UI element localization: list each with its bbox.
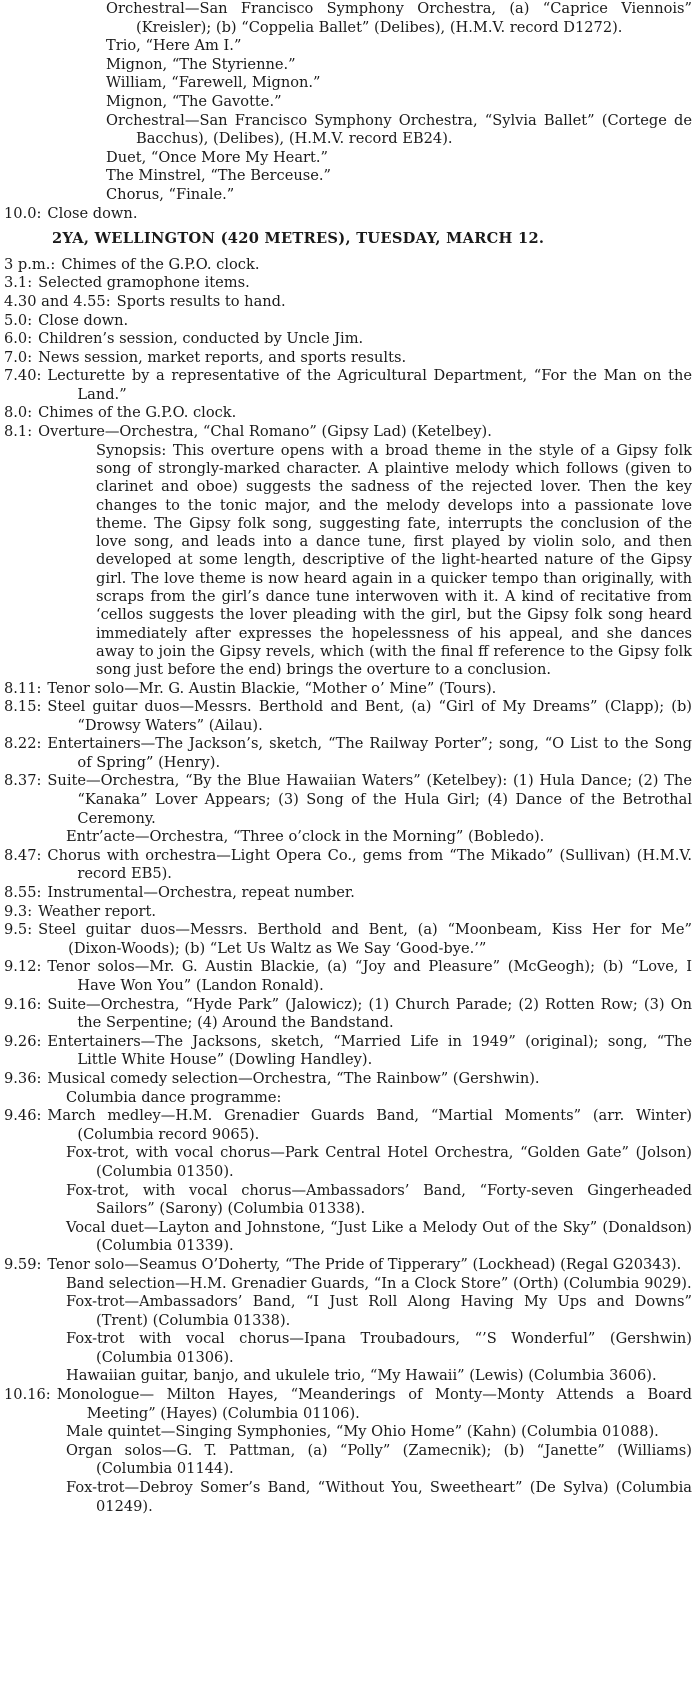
entry-text: Instrumental—Orchestra, repeat number. (47, 884, 355, 902)
entry-time: 8.0: (4, 404, 33, 422)
schedule-entry (4, 367, 692, 404)
schedule-entry (4, 330, 692, 349)
entry-time: 8.47: (4, 846, 42, 864)
schedule-entry (4, 698, 692, 735)
entry-time: 10.16: (4, 1386, 51, 1404)
sub-entry: Vocal duet—Layton and Johnstone, “Just Like a Melody Out of the Sky” (Donaldson) (Columbia 01339). (66, 1218, 692, 1255)
entry-time: 9.12: (4, 958, 42, 976)
schedule-entry (4, 847, 692, 884)
entry-text: Monologue— Milton Hayes, “Meanderings of Monty—Monty Attends a Board Meeting” (Hayes) (Columbia 01106). (56, 1386, 692, 1422)
entry-text: Suite—Orchestra, “Hyde Park” (Jalowicz); (1) Church Parade; (2) Rotten Row; (3) On the Serpentine; (4) Around the Bandstand. (47, 995, 692, 1032)
sub-entry: Band selection—H.M. Grenadier Guards, “In a Clock Store” (Orth) (Columbia 9029). (66, 1274, 692, 1292)
schedule-entry (4, 423, 692, 442)
sub-entry: Fox-trot, with vocal chorus—Park Central Hotel Orchestra, “Golden Gate” (Jolson) (Columbia 01350). (66, 1144, 692, 1180)
programme-line: Mignon, “The Gavotte.” (106, 92, 282, 110)
entry-time: 9.5: (4, 921, 33, 939)
entry-text: Entertainers—The Jacksons, sketch, “Married Life in 1949” (original); song, “The Little White House” (Dowling Handley). (47, 1032, 692, 1069)
schedule-entry (4, 312, 692, 331)
sub-entry: Entr’acte—Orchestra, “Three o’clock in the Morning” (Bobledo). (66, 828, 545, 846)
entry-time: 3.1: (4, 274, 33, 292)
entry-text: Chimes of the G.P.O. clock. (61, 255, 260, 273)
overture-synopsis: Synopsis: This overture opens with a broad theme in the style of a Gipsy folk song of strongly-marked character. A plaintive melody which follows (given to clarinet and oboe) suggests the sadness of the rejected lover. Then the key changes to the tonic major, and the melody develops into a passionate love theme. The Gipsy folk song, suggesting fate, interrupts the conclusion of the love song, and leads into a dance tune, first played by violin solo, and then developed at some length, descriptive of the light-hearted nature of the Gipsy girl. The love theme is now heard again in a quicker tempo than originally, with scraps from the girl’s dance tune interwoven with it. A kind of recitative from ‘cellos suggests the lover pleading with the girl, but the Gipsy folk song heard immediately after expresses the hopelessness of his appeal, and she dances away to join the Gipsy revels, which (with the final ff reference to the Gipsy folk song just before the end) brings the overture to a conclusion. (96, 441, 692, 679)
entry-text: Tenor solo—Mr. G. Austin Blackie, “Mother o’ Mine” (Tours). (47, 679, 497, 697)
programme-line: Orchestral—San Francisco Symphony Orchestra, “Sylvia Ballet” (Cortege de Bacchus), (Delibes), (H.M.V. record EB24). (106, 111, 692, 148)
schedule-entry (4, 256, 692, 275)
top-section (4, 0, 692, 223)
entry-time: 3 p.m.: (4, 255, 56, 273)
entry-text: Selected gramophone items. (38, 274, 250, 292)
entry-time: 7.0: (4, 348, 33, 366)
entry-text: Musical comedy selection—Orchestra, “The Rainbow” (Gershwin). (47, 1069, 540, 1087)
schedule-entry (4, 903, 692, 922)
entry-time: 8.15: (4, 698, 42, 716)
entry-text: Tenor solos—Mr. G. Austin Blackie, (a) “Joy and Pleasure” (McGeogh); (b) “Love, I Have Won You” (Landon Ronald). (47, 958, 692, 995)
sub-entry: Male quintet—Singing Symphonies, “My Ohio Home” (Kahn) (Columbia 01088). (66, 1423, 659, 1441)
schedule-entry (4, 293, 692, 312)
entry-time: 10.0: (4, 204, 42, 222)
entry-time: 9.16: (4, 995, 42, 1013)
schedule-continued (4, 680, 692, 1517)
schedule-entry (4, 735, 692, 772)
entry-time: 9.46: (4, 1107, 42, 1125)
schedule-entry (4, 1070, 692, 1089)
entry-text: Entertainers—The Jackson’s, sketch, “The Railway Porter”; song, “O List to the Song of Spring” (Henry). (47, 735, 692, 771)
entry-time: 5.0: (4, 311, 33, 329)
entry-text: March medley—H.M. Grenadier Guards Band, “Martial Moments” (arr. Winter) (Columbia record 9065). (47, 1107, 692, 1143)
programme-line: Duet, “Once More My Heart.” (106, 148, 328, 166)
sub-entry: Fox-trot—Debroy Somer’s Band, “Without You, Sweetheart” (De Sylva) (Columbia 01249). (66, 1479, 692, 1515)
schedule-entry (4, 1107, 692, 1144)
entry-text: Overture—Orchestra, “Chal Romano” (Gipsy Lad) (Ketelbey). (38, 423, 492, 441)
entry-text: Tenor solo—Seamus O’Doherty, “The Pride of Tipperary” (Lockhead) (Regal G20343). (47, 1255, 682, 1273)
entry-text: Chimes of the G.P.O. clock. (38, 404, 237, 422)
entry-text: Lecturette by a representative of the Agricultural Department, “For the Man on the Land.” (47, 367, 692, 403)
schedule (4, 256, 692, 442)
entry-time: 8.22: (4, 735, 42, 753)
schedule-entry (4, 1386, 692, 1423)
programme-line: Orchestral—San Francisco Symphony Orchestra, (a) “Caprice Viennois” (Kreisler); (b) “Coppelia Ballet” (Delibes), (H.M.V. record D1272). (106, 0, 692, 36)
programme-line: Chorus, “Finale.” (106, 185, 235, 203)
schedule-entry (4, 1033, 692, 1070)
schedule-entry (4, 349, 692, 368)
schedule-entry (4, 996, 692, 1033)
schedule-entry (4, 958, 692, 995)
programme-line: Mignon, “The Styrienne.” (106, 55, 296, 73)
station-heading: 2YA, WELLINGTON (420 METRES), TUESDAY, MARCH 12. (52, 230, 545, 248)
entry-text: Sports results to hand. (116, 292, 286, 310)
sub-entry: Organ solos—G. T. Pattman, (a) “Polly” (Zamecnik); (b) “Janette” (Williams) (Columbia 01144). (66, 1441, 692, 1478)
programme-line: Trio, “Here Am I.” (106, 37, 242, 55)
schedule-entry (4, 274, 692, 293)
entry-time: 8.55: (4, 884, 42, 902)
entry-time: 8.1: (4, 423, 33, 441)
schedule-entry (4, 1256, 692, 1275)
programme-line: William, “Farewell, Mignon.” (106, 74, 321, 92)
schedule-entry (4, 404, 692, 423)
schedule-entry (4, 921, 692, 958)
entry-time: 9.26: (4, 1032, 42, 1050)
entry-time: 6.0: (4, 330, 33, 348)
sub-entry: Columbia dance programme: (66, 1088, 282, 1106)
entry-time: 7.40: (4, 367, 42, 385)
entry-text: News session, market reports, and sports results. (38, 348, 407, 366)
entry-text: Chorus with orchestra—Light Opera Co., gems from “The Mikado” (Sullivan) (H.M.V. record EB5). (47, 846, 692, 883)
schedule-entry (4, 680, 692, 699)
close-down-entry (4, 205, 692, 224)
entry-text: Close down. (38, 311, 129, 329)
schedule-entry (4, 772, 692, 828)
entry-time: 9.59: (4, 1255, 42, 1273)
entry-text: Steel guitar duos—Messrs. Berthold and Bent, (a) “Girl of My Dreams” (Clapp); (b) “Drowsy Waters” (Ailau). (47, 698, 692, 734)
entry-time: 8.37: (4, 772, 42, 790)
programme-line: The Minstrel, “The Berceuse.” (106, 167, 331, 185)
schedule-entry (4, 884, 692, 903)
entry-text: Suite—Orchestra, “By the Blue Hawaiian Waters” (Ketelbey): (1) Hula Dance; (2) The “Kanaka” Lover Appears; (3) Song of the Hula Girl; (4) Dance of the Betrothal Ceremony. (47, 772, 692, 827)
sub-entry: Fox-trot with vocal chorus—Ipana Troubadours, “’S Wonderful” (Gershwin) (Columbia 01306). (66, 1330, 692, 1366)
entry-text: Weather report. (38, 902, 157, 920)
sub-entry: Fox-trot—Ambassadors’ Band, “I Just Roll Along Having My Ups and Downs” (Trent) (Columbia 01338). (66, 1293, 692, 1329)
entry-text: Close down. (47, 204, 138, 222)
entry-time: 8.11: (4, 679, 42, 697)
sub-entry: Fox-trot, with vocal chorus—Ambassadors’ Band, “Forty-seven Gingerheaded Sailors” (Sarony) (Columbia 01338). (66, 1181, 692, 1218)
sub-entry: Hawaiian guitar, banjo, and ukulele trio, “My Hawaii” (Lewis) (Columbia 3606). (66, 1367, 657, 1385)
entry-text: Steel guitar duos—Messrs. Berthold and Bent, (a) “Moonbeam, Kiss Her for Me” (Dixon-Woods); (b) “Let Us Waltz as We Say ‘Good-bye.’” (38, 921, 692, 957)
entry-text: Children’s session, conducted by Uncle Jim. (38, 330, 364, 348)
entry-time: 9.3: (4, 902, 33, 920)
entry-time: 4.30 and 4.55: (4, 292, 111, 310)
entry-time: 9.36: (4, 1069, 42, 1087)
